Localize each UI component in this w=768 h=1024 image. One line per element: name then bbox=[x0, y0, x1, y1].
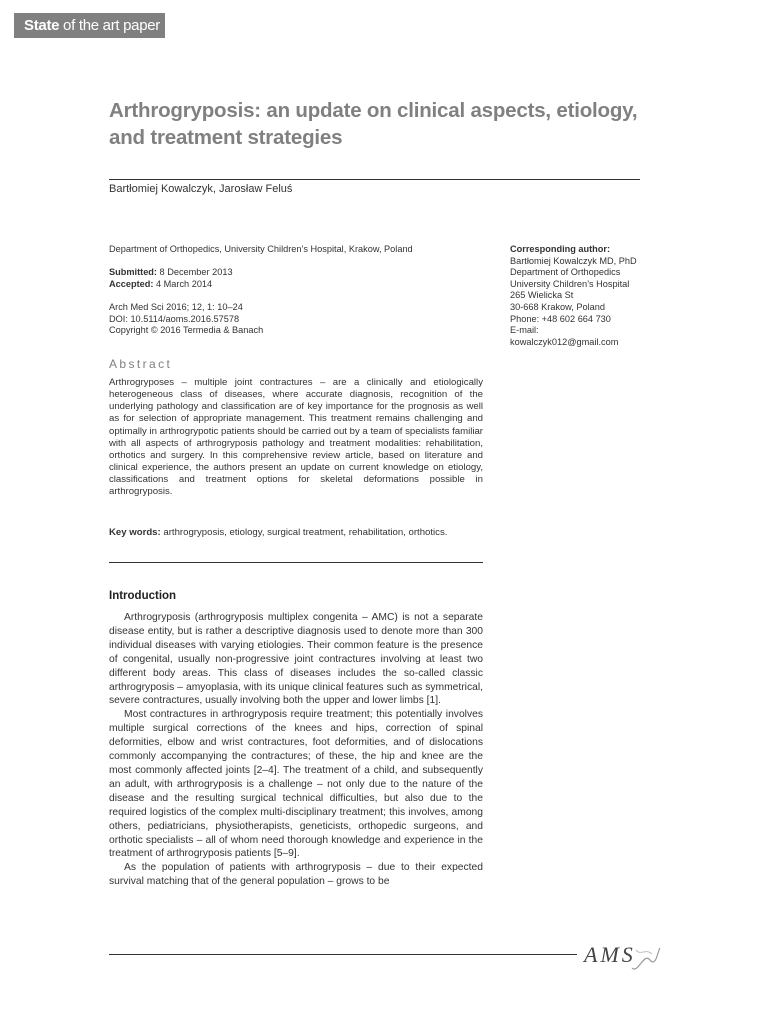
submitted-line bbox=[109, 267, 233, 279]
author-list: Bartłomiej Kowalczyk, Jarosław Feluś bbox=[109, 183, 293, 195]
section-tag bbox=[14, 13, 165, 38]
corresponding-line: 30-668 Krakow, Poland bbox=[510, 301, 606, 312]
copyright: Copyright © 2016 Termedia & Banach bbox=[109, 325, 264, 336]
accepted-value: 4 March 2014 bbox=[153, 278, 213, 289]
affiliation: Department of Orthopedics, University Children’s Hospital, Krakow, Poland bbox=[109, 244, 413, 254]
accepted-line bbox=[109, 279, 233, 291]
journal-logo: AMS bbox=[584, 942, 636, 967]
citation: Arch Med Sci 2016; 12, 1: 10–24 bbox=[109, 302, 243, 312]
corresponding-line: Department of Orthopedics bbox=[510, 267, 621, 278]
abstract-rule bbox=[109, 562, 483, 563]
corresponding-line: 265 Wielicka St bbox=[510, 290, 574, 301]
accepted-label: Accepted: bbox=[109, 278, 154, 289]
abstract-text: Arthrogryposes – multiple joint contractures – are a clinically and etiologically heterogeneous class of diseases, where accurate diagnosis, recognition of the underlying pathology and classification are of key importance for the prognosis as well as for selection of appropriate management. This treatment remains challenging and optimally in arthrogrypotic patients should be carried out by a team of specialists familiar with all aspects of arthrogryposis pathology and treatment modalities: rehabilitation, orthotics and surgery. In this comprehensive review article, based on literature and clinical experience, the authors present an update on current knowledge on etiology, classifications and treatment options for skeletal deformations possible in arthrogryposis. bbox=[109, 377, 483, 498]
article-title: Arthrogryposis: an update on clinical aspects, etiology, and treatment strategies bbox=[109, 99, 638, 149]
introduction-heading: Introduction bbox=[109, 590, 177, 602]
introduction-paragraph: Arthrogryposis (arthrogryposis multiplex congenita – AMC) is not a separate disease entity, but is rather a descriptive diagnosis used to denote more than 300 individual diseases with varying etiologies. Their common feature is the presence of congenital, usually non-progressive joint contractures involving at least two different body areas. This class of diseases includes the so-called classic arthrogryposis – amyoplasia, with its unique clinical features such as symmetrical, severe contractures, usually involving both the upper and lower limbs [1]. bbox=[109, 612, 483, 707]
introduction-paragraph: As the population of patients with arthrogryposis – due to their expected survival matching that of the general population – grows to be bbox=[109, 862, 483, 888]
footer-rule bbox=[109, 954, 577, 955]
doi-link[interactable]: DOI: 10.5114/aoms.2016.57578 bbox=[109, 313, 240, 324]
abstract-heading: Abstract bbox=[109, 357, 173, 371]
keywords-label: Key words: bbox=[109, 527, 161, 538]
introduction-paragraph: Most contractures in arthrogryposis require treatment; this potentially involves multiple surgical corrections of the knees and hips, correction of spinal deformities, elbow and wrist contractures, foot deformities, and of dislocations commonly accompanying the contractures; of these, the hip and knee are the most commonly affected joints [2–4]. The treatment of a child, and subsequently an adult, with arthrogryposis is a challenge – not only due to the nature of the disease and the resulting surgical technical difficulties, but also due to the required logistics of the complex multi-disciplinary treatment; this involves, among others, pediatricians, physiotherapists, geneticists, orthopedic surgeons, and orthotic specialists – all of whom need thorough knowledge and experience in the treatment of arthrogryposis patients [5–9]. bbox=[109, 709, 483, 860]
publication-info bbox=[109, 302, 263, 337]
keywords-list: arthrogryposis, etiology, surgical treatment, rehabilitation, orthotics. bbox=[160, 527, 448, 538]
introduction-body bbox=[109, 611, 483, 889]
submitted-label: Submitted: bbox=[109, 267, 157, 277]
logo-swash-icon bbox=[628, 944, 662, 976]
keywords bbox=[109, 527, 483, 540]
corresponding-author bbox=[510, 244, 650, 348]
title-rule bbox=[109, 179, 640, 180]
corresponding-email-label: E-mail: bbox=[510, 325, 539, 336]
section-tag-rest: of the art paper bbox=[59, 17, 160, 34]
corresponding-email[interactable]: kowalczyk012@gmail.com bbox=[510, 336, 619, 347]
section-tag-bold: State bbox=[24, 17, 60, 34]
submission-dates bbox=[109, 267, 233, 290]
corresponding-label: Corresponding author: bbox=[510, 244, 611, 254]
corresponding-line: Bartłomiej Kowalczyk MD, PhD bbox=[510, 255, 637, 266]
corresponding-line: University Children’s Hospital bbox=[510, 278, 630, 289]
submitted-value: 8 December 2013 bbox=[156, 267, 233, 277]
corresponding-phone: Phone: +48 602 664 730 bbox=[510, 313, 611, 324]
